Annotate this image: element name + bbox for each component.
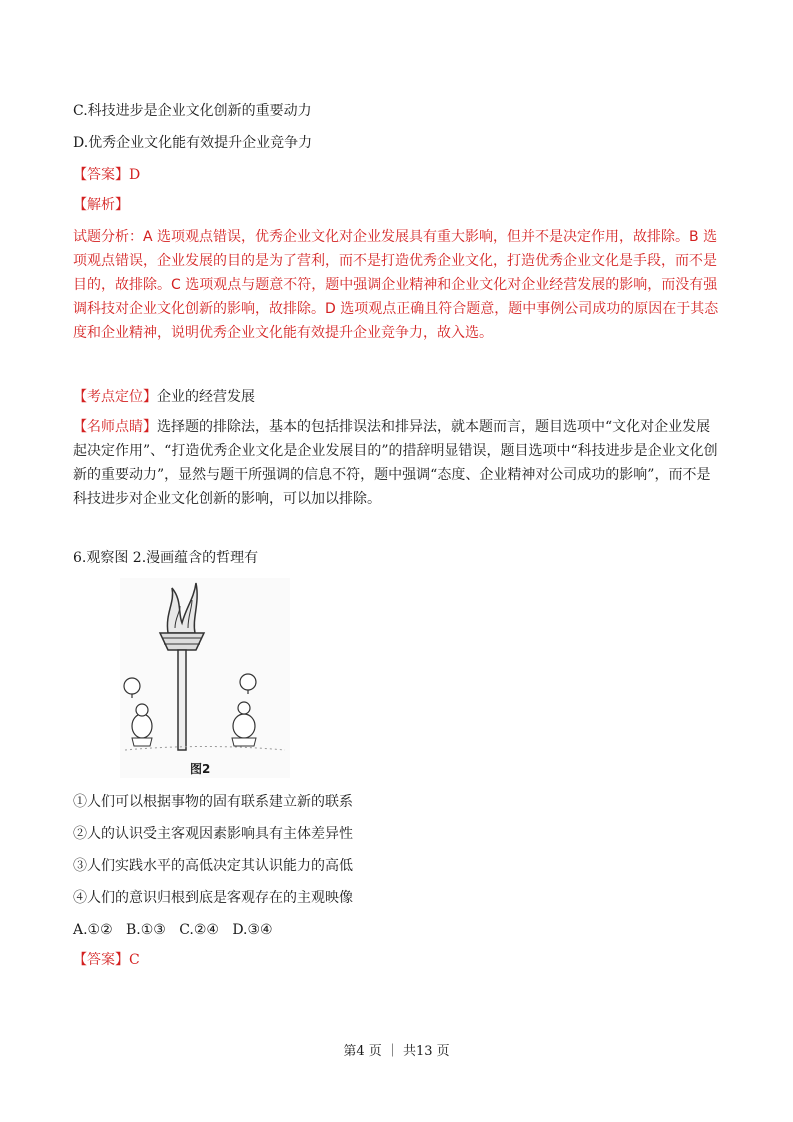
answer-label: 【答案】 — [73, 167, 129, 183]
torch-cartoon-image — [120, 578, 290, 778]
item-2: ②人的认识受主客观因素影响具有主体差异性 — [73, 826, 353, 842]
answer-2 — [73, 950, 140, 970]
option-d: D.优秀企业文化能有效提升企业竞争力 — [73, 135, 313, 151]
answer-value: D — [129, 167, 141, 183]
cartoon-figure — [120, 578, 290, 778]
question-6: 6.观察图 2.漫画蕴含的哲理有 — [73, 550, 259, 566]
choices: A.①② B.①③ C.②④ D.③④ — [73, 922, 273, 938]
mingshi-label: 【名师点睛】 — [73, 419, 157, 435]
kaodian-value: 企业的经营发展 — [157, 389, 255, 405]
item-4: ④人们的意识归根到底是客观存在的主观映像 — [73, 890, 353, 906]
mingshi-value: 选择题的排除法，基本的包括排误法和排异法，就本题而言，题目选项中“文化对企业发展起决定作用”、“打造优秀企业文化是企业发展目的”的措辞明显错误，题目选项中“科技进步是企业文化创新的重要动力”，显然与题干所强调的信息不符，题中强调“态度、企业精神对公司成功的影响”，而不是科技进步对企业文化创新的影响，可以加以排除。 — [73, 419, 718, 507]
page-footer: 第4 页 ｜ 共13 页 — [343, 1044, 450, 1059]
analysis-label: 【解析】 — [73, 197, 129, 213]
item-3: ③人们实践水平的高低决定其认识能力的高低 — [73, 858, 353, 874]
kaodian — [73, 387, 255, 407]
answer-1 — [73, 165, 140, 185]
analysis-text: 试题分析：A 选项观点错误，优秀企业文化对企业发展具有重大影响，但并不是决定作用，故排除。B 选项观点错误，企业发展的目的是为了营利，而不是打造优秀企业文化，打造优秀企业文化是手段，而不是目的，故排除。C 选项观点与题意不符，题中强调企业精神和企业文化对企业经营发展的影响，而没有强调科技对企业文化创新的影响，故排除。D 选项观点正确且符合题意，题中事例公司成功的原因在于其态度和企业精神，说明优秀企业文化能有效提升企业竞争力，故入选。 — [73, 229, 719, 341]
mingshi — [73, 415, 723, 511]
option-c: C.科技进步是企业文化创新的重要动力 — [73, 103, 312, 119]
figure-label: 图2 — [190, 762, 211, 776]
answer-value-2: C — [129, 952, 140, 968]
kaodian-label: 【考点定位】 — [73, 389, 157, 405]
item-1: ①人们可以根据事物的固有联系建立新的联系 — [73, 794, 353, 810]
answer-label-2: 【答案】 — [73, 952, 129, 968]
